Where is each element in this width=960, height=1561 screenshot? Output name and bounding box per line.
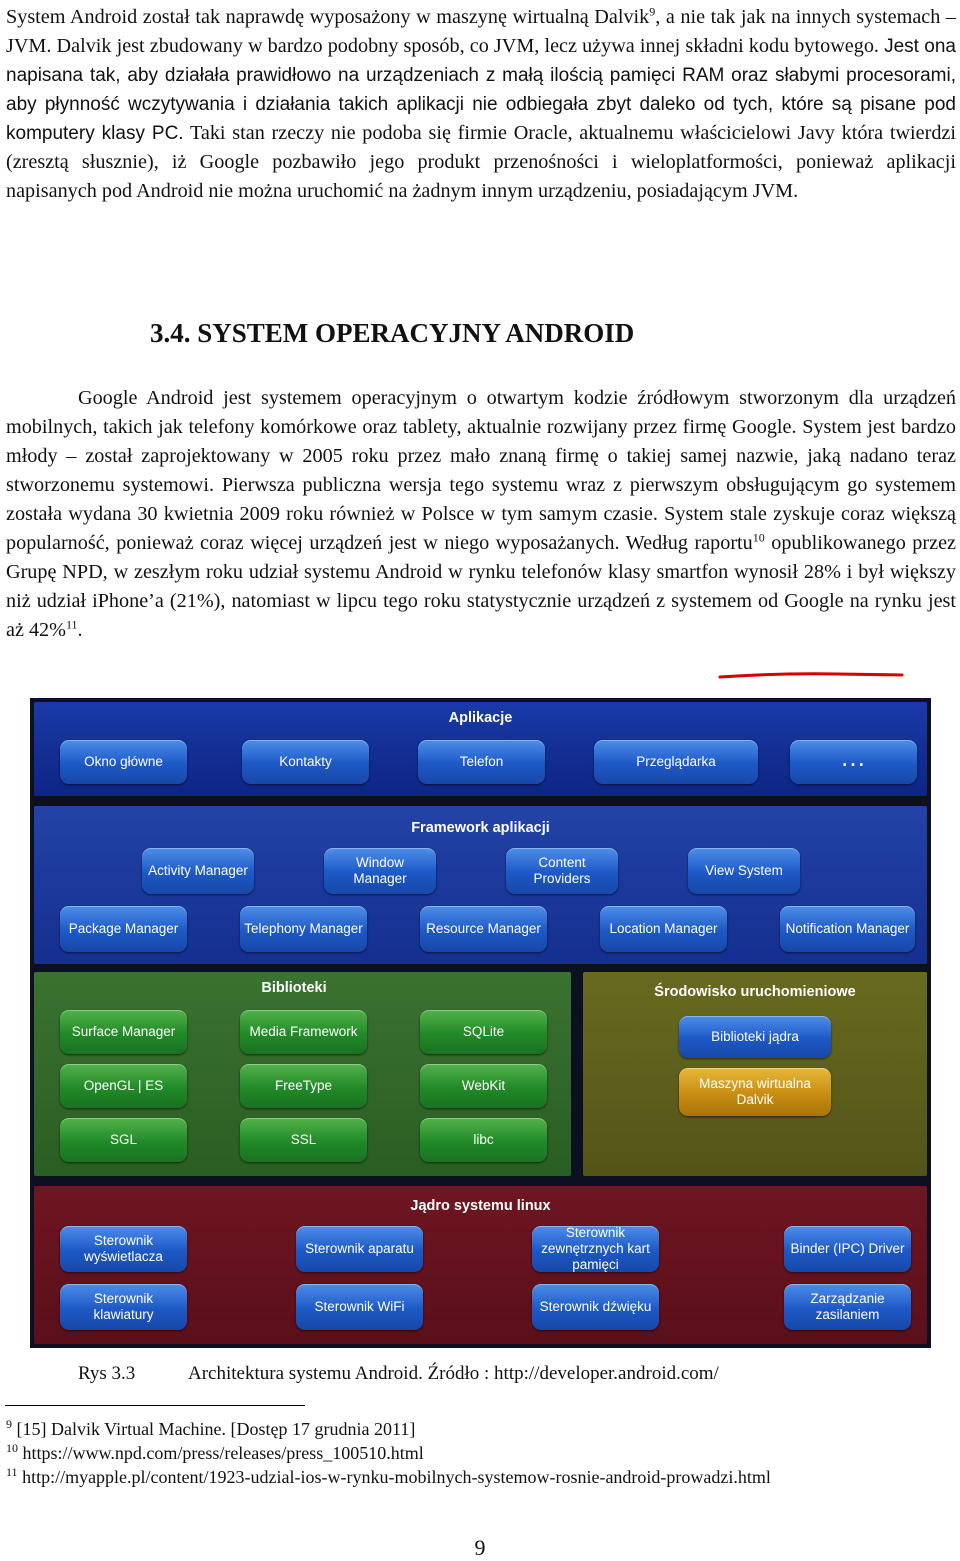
kernel-power-management: Zarządzanie zasilaniem xyxy=(784,1284,911,1330)
page-number: 9 xyxy=(474,1535,486,1560)
section-heading: 3.4. SYSTEM OPERACYJNY ANDROID xyxy=(150,318,635,348)
paragraph-text: System Android został tak naprawdę wyposażony w maszynę wirtualną Dalvik xyxy=(6,6,650,28)
footnote-number: 10 xyxy=(6,1441,18,1455)
lib-media-framework: Media Framework xyxy=(240,1010,367,1054)
paragraph-dalvik xyxy=(6,3,956,206)
paragraph-text: Taki stan rzeczy nie podoba się firmie Oracle, aktualnemu właścicielowi Javy która twierdzi (zresztą słusznie), iż Google pozbawiło jego produkt przenośności i wieloplatformości, ponieważ aplikacji napisanych pod Android nie można uruchomić na żadnym innym urządzeniu, posiadającym JVM. xyxy=(6,122,956,202)
footnote-separator xyxy=(5,1405,305,1406)
layer-title-libraries: Biblioteki xyxy=(261,980,327,996)
paragraph-text: . xyxy=(77,619,83,641)
fw-content-providers: Content Providers xyxy=(506,848,618,894)
footnote-link[interactable]: http://myapple.pl/content/1923-udzial-ios-w-rynku-mobilnych-systemow-rosnie-android-prowadzi.html xyxy=(17,1467,771,1487)
footnote-ref-10[interactable]: 10 xyxy=(752,530,765,545)
layer-runtime xyxy=(583,972,927,1176)
layer-applications xyxy=(34,702,927,796)
paragraph-text: Google Android jest systemem operacyjnym o otwartym kodzie źródłowym stworzonym dla urządzeń mobilnych, takich jak telefony komórkowe oraz tablety, aktualnie rozwijany przez firmę Google. System jest bardzo młody – został zaprojektowany w 2005 roku przez mało znaną firmę o takiej samej nazwie, jaką nadano teraz stworzonemu systemowi. Pierwsza publiczna wersja tego systemu wraz z pierwszym obsługującym go systemem została wydana 30 kwietnia 2009 roku również w Polsce w tym samym czasie. System stale zyskuje coraz większą popularność, ponieważ coraz więcej urządzeń jest w niego wyposażanych. Według raportu xyxy=(6,387,956,554)
fw-location-manager: Location Manager xyxy=(600,906,727,952)
footnote-ref-9[interactable]: 9 xyxy=(649,4,656,19)
kernel-audio-driver: Sterownik dźwięku xyxy=(532,1284,659,1330)
layer-framework xyxy=(34,806,927,964)
lib-freetype: FreeType xyxy=(240,1064,367,1108)
lib-sqlite: SQLite xyxy=(420,1010,547,1054)
paragraph-text-sans: Jest ona napisana tak, aby działała prawidłowo na urządzeniach z małą ilością pamięci RAM oraz słabymi procesorami, aby płynność wczytywania i działania takich aplikacji nie odbiegała zbyt daleko od tych, które są pisane pod komputery klasy PC. xyxy=(6,36,956,144)
kernel-camera-driver: Sterownik aparatu xyxy=(296,1226,423,1272)
runtime-dalvik-vm: Maszyna wirtualna Dalvik xyxy=(679,1068,831,1116)
layer-title-framework: Framework aplikacji xyxy=(411,820,550,836)
paragraph-text: opublikowanego przez Grupę NPD, w zeszłym roku udział systemu Android w rynku telefonów klasy smartfon wynosił 28% i był większy niż udział iPhone’a (21%), natomiast w lipcu tego roku statystycznie urządzeń z systemem od Google na rynku jest aż 42% xyxy=(6,532,956,641)
fw-resource-manager: Resource Manager xyxy=(420,906,547,952)
runtime-core-libraries: Biblioteki jądra xyxy=(679,1016,831,1058)
app-browser: Przeglądarka xyxy=(594,740,758,784)
paragraph-android xyxy=(6,384,956,645)
lib-ssl: SSL xyxy=(240,1118,367,1162)
fw-view-system: View System xyxy=(688,848,800,894)
android-architecture-diagram xyxy=(30,698,931,1348)
footnote-number: 11 xyxy=(6,1465,18,1479)
footnote-9 xyxy=(6,1419,415,1440)
kernel-memory-card-driver: Sterownik zewnętrznych kart pamięci xyxy=(532,1226,659,1272)
kernel-keyboard-driver: Sterownik klawiatury xyxy=(60,1284,187,1330)
footnote-number: 9 xyxy=(6,1417,12,1431)
figure-caption-text: Architektura systemu Android. Źródło : http://developer.android.com/ xyxy=(188,1363,719,1384)
figure-caption-label: Rys 3.3 xyxy=(78,1363,136,1384)
footnote-10 xyxy=(6,1443,424,1464)
lib-libc: libc xyxy=(420,1118,547,1162)
app-contacts: Kontakty xyxy=(242,740,369,784)
red-underline-mark xyxy=(718,670,904,680)
fw-activity-manager: Activity Manager xyxy=(142,848,254,894)
lib-opengl-es: OpenGL | ES xyxy=(60,1064,187,1108)
layer-kernel xyxy=(34,1186,927,1344)
layer-title-runtime: Środowisko uruchomieniowe xyxy=(654,984,856,1000)
footnote-11 xyxy=(6,1467,771,1488)
app-more: ... xyxy=(790,740,917,784)
lib-sgl: SGL xyxy=(60,1118,187,1162)
app-phone: Telefon xyxy=(418,740,545,784)
fw-notification-manager: Notification Manager xyxy=(780,906,915,952)
lib-surface-manager: Surface Manager xyxy=(60,1010,187,1054)
kernel-binder-driver: Binder (IPC) Driver xyxy=(784,1226,911,1272)
layer-title-applications: Aplikacje xyxy=(448,710,513,726)
layer-libraries xyxy=(34,972,571,1176)
fw-telephony-manager: Telephony Manager xyxy=(240,906,367,952)
fw-window-manager: Window Manager xyxy=(324,848,436,894)
kernel-wifi-driver: Sterownik WiFi xyxy=(296,1284,423,1330)
fw-package-manager: Package Manager xyxy=(60,906,187,952)
layer-title-kernel: Jądro systemu linux xyxy=(410,1198,551,1214)
paragraph-text: , a nie tak jak na innych systemach – JVM. Dalvik jest zbudowany w bardzo podobny sposób, co JVM, lecz używa innej składni kodu bytowego. xyxy=(6,6,956,57)
kernel-display-driver: Sterownik wyświetlacza xyxy=(60,1226,187,1272)
footnote-ref-11[interactable]: 11 xyxy=(65,617,78,632)
footnote-text: [15] Dalvik Virtual Machine. [Dostęp 17 grudnia 2011] xyxy=(12,1419,416,1439)
lib-webkit: WebKit xyxy=(420,1064,547,1108)
footnote-link[interactable]: https://www.npd.com/press/releases/press_100510.html xyxy=(18,1443,424,1463)
app-home: Okno główne xyxy=(60,740,187,784)
